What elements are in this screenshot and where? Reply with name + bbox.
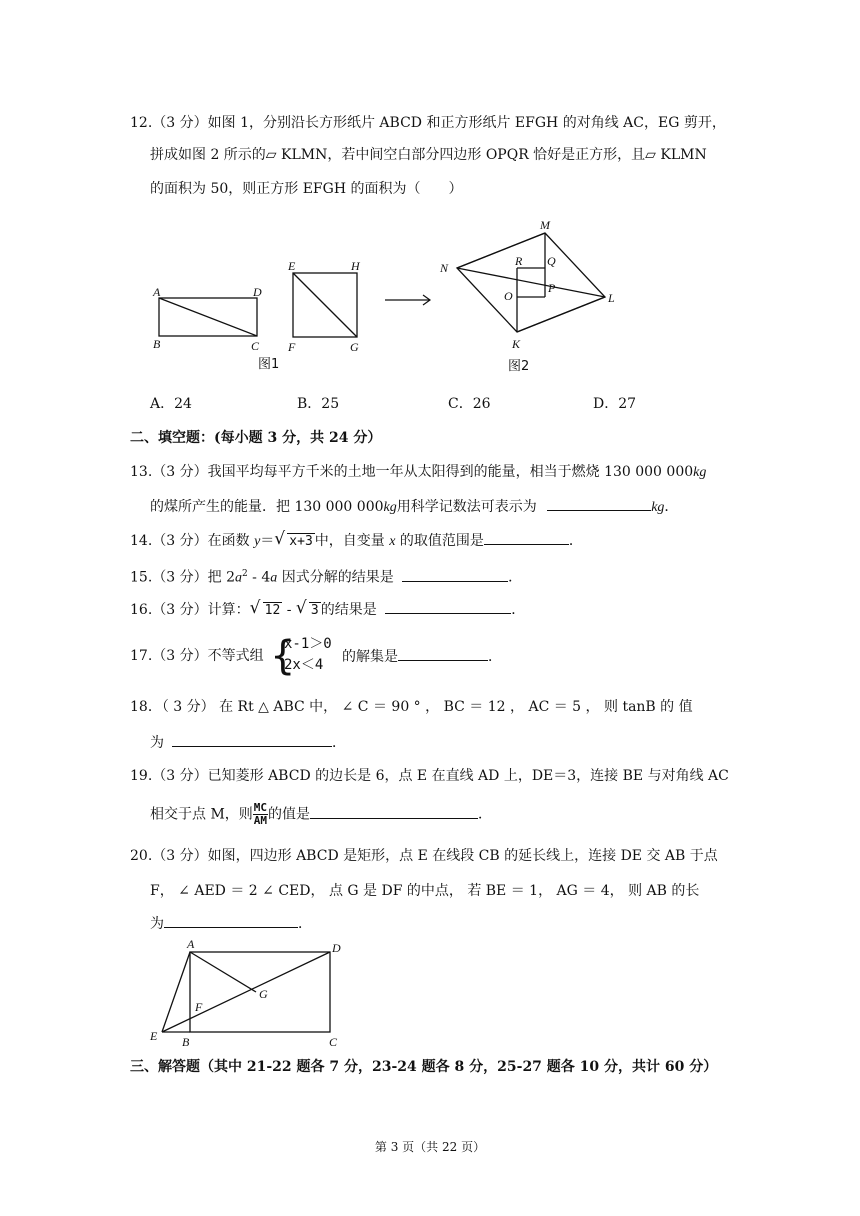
q20-line3: 为 ． [150, 913, 312, 934]
q20-line1: 20.（3 分）如图，四边形 ABCD 是矩形，点 E 在线段 CB 的延长线上，连接 DE 交 AB 于点 [130, 848, 718, 864]
q17-suffix: 的解集是 ． [342, 646, 502, 667]
sqrt-3: √ 3 [295, 598, 319, 618]
arrow [385, 295, 430, 305]
label-P: P [548, 281, 556, 295]
label-H: H [351, 259, 360, 273]
label-C: C [251, 339, 260, 353]
q16-answer-blank[interactable] [385, 599, 511, 614]
label-E: E [288, 259, 296, 273]
fig2-parallelogram [457, 233, 605, 332]
label-F: F [195, 1000, 203, 1014]
q13-answer-blank[interactable] [547, 496, 651, 511]
q17-answer-blank[interactable] [398, 646, 488, 661]
q20-figure [145, 935, 355, 1055]
section-2-heading: 二、填空题：(每小题 3 分，共 24 分） [130, 430, 382, 446]
q16-line: 16.（3 分）计算： √ 12 - √ 3 的结果是 ． [130, 599, 525, 621]
fig1-caption: 图1 [258, 357, 280, 372]
q17-system: x-1＞0 2x＜4 [284, 636, 332, 673]
section-3-heading: 三、解答题（其中 21-22 题各 7 分，23-24 题各 8 分，25-27 题各 10 分，共计 60 分） [130, 1059, 718, 1075]
q15-answer-blank[interactable] [402, 567, 508, 582]
q12-line3: 的面积为 50，则正方形 EFGH 的面积为（ ） [150, 181, 463, 197]
q17-brace: { [270, 633, 296, 679]
label-F: F [288, 340, 296, 354]
option-d: D．27 [593, 396, 637, 412]
label-B: B [182, 1035, 190, 1049]
label-Q: Q [547, 254, 556, 268]
q18-line1: 18．（ 3 分） 在 Rt △ ABC 中， ∠ C ＝ 90 ° ， BC ＝ 12 ， AC ＝ 5 ， 则 tanB 的 值 [130, 699, 693, 715]
fig1-square [293, 273, 357, 337]
q14-line: 14.（3 分）在函数 y＝ √ x+3 中，自变量 x 的取值范围是 ． [130, 530, 583, 552]
q13-line1: 13.（3 分）我国平均每平方千米的土地一年从太阳得到的能量，相当于燃烧 130 000 000kg [130, 464, 707, 480]
option-a: A．24 [150, 396, 192, 412]
label-A: A [153, 285, 161, 299]
option-b: B．25 [297, 396, 340, 412]
label-K: K [512, 337, 521, 351]
label-N: N [440, 261, 449, 275]
label-D: D [332, 941, 341, 955]
fraction-mc-am: $\frac{MC}{AM}$ [253, 801, 268, 827]
option-c: C．26 [448, 396, 491, 412]
q15-line: 15.（3 分）把 $2a^2 - 4a$ 因式分解的结果是 ． [130, 564, 522, 589]
label-R: R [515, 254, 523, 268]
label-M: M [540, 218, 550, 232]
sqrt-expression: √ x+3 [274, 529, 313, 549]
label-D: D [253, 285, 262, 299]
q19-line2: 相交于点 M，则 $\frac{MC}{AM}$ 的值是 ． [150, 801, 493, 827]
label-B: B [153, 337, 161, 351]
label-E: E [150, 1029, 158, 1043]
page-footer: 第 3 页（共 22 页） [374, 1140, 486, 1154]
q18-line2: 为 ． [150, 732, 346, 753]
label-G: G [259, 987, 268, 1001]
sqrt-12: √ 12 [249, 598, 281, 618]
label-O: O [504, 289, 513, 303]
label-G: G [350, 340, 359, 354]
fig1-rectangle [159, 298, 257, 336]
q20-answer-blank[interactable] [164, 913, 298, 928]
q17-prefix: 17.（3 分）不等式组 [130, 648, 264, 664]
label-A: A [187, 937, 195, 951]
q20-rectangle [162, 952, 330, 1032]
q19-answer-blank[interactable] [310, 804, 478, 819]
label-L: L [608, 291, 615, 305]
q13-line2: 的煤所产生的能量．把 130 000 000kg用科学记数法可表示为 kg． [150, 496, 678, 518]
q20-line2: F， ∠ AED ＝ 2 ∠ CED， 点 G 是 DF 的中点， 若 BE ＝ 1， AG ＝ 4， 则 AB 的长 [150, 883, 700, 899]
label-C: C [329, 1035, 338, 1049]
q19-line1: 19.（3 分）已知菱形 ABCD 的边长是 6，点 E 在直线 AD 上，DE＝3，连接 BE 与对角线 AC [130, 768, 729, 784]
q12-line1: 12.（3 分）如图 1，分别沿长方形纸片 ABCD 和正方形纸片 EFGH 的对角线 AC，EG 剪开， [130, 115, 726, 131]
q18-answer-blank[interactable] [172, 732, 332, 747]
q12-figure [140, 210, 640, 380]
fig2-caption: 图2 [508, 359, 530, 374]
q14-answer-blank[interactable] [484, 530, 569, 545]
q12-line2: 拼成如图 2 所示的▱ KLMN，若中间空白部分四边形 OPQR 恰好是正方形，且▱ KLMN [150, 147, 707, 163]
